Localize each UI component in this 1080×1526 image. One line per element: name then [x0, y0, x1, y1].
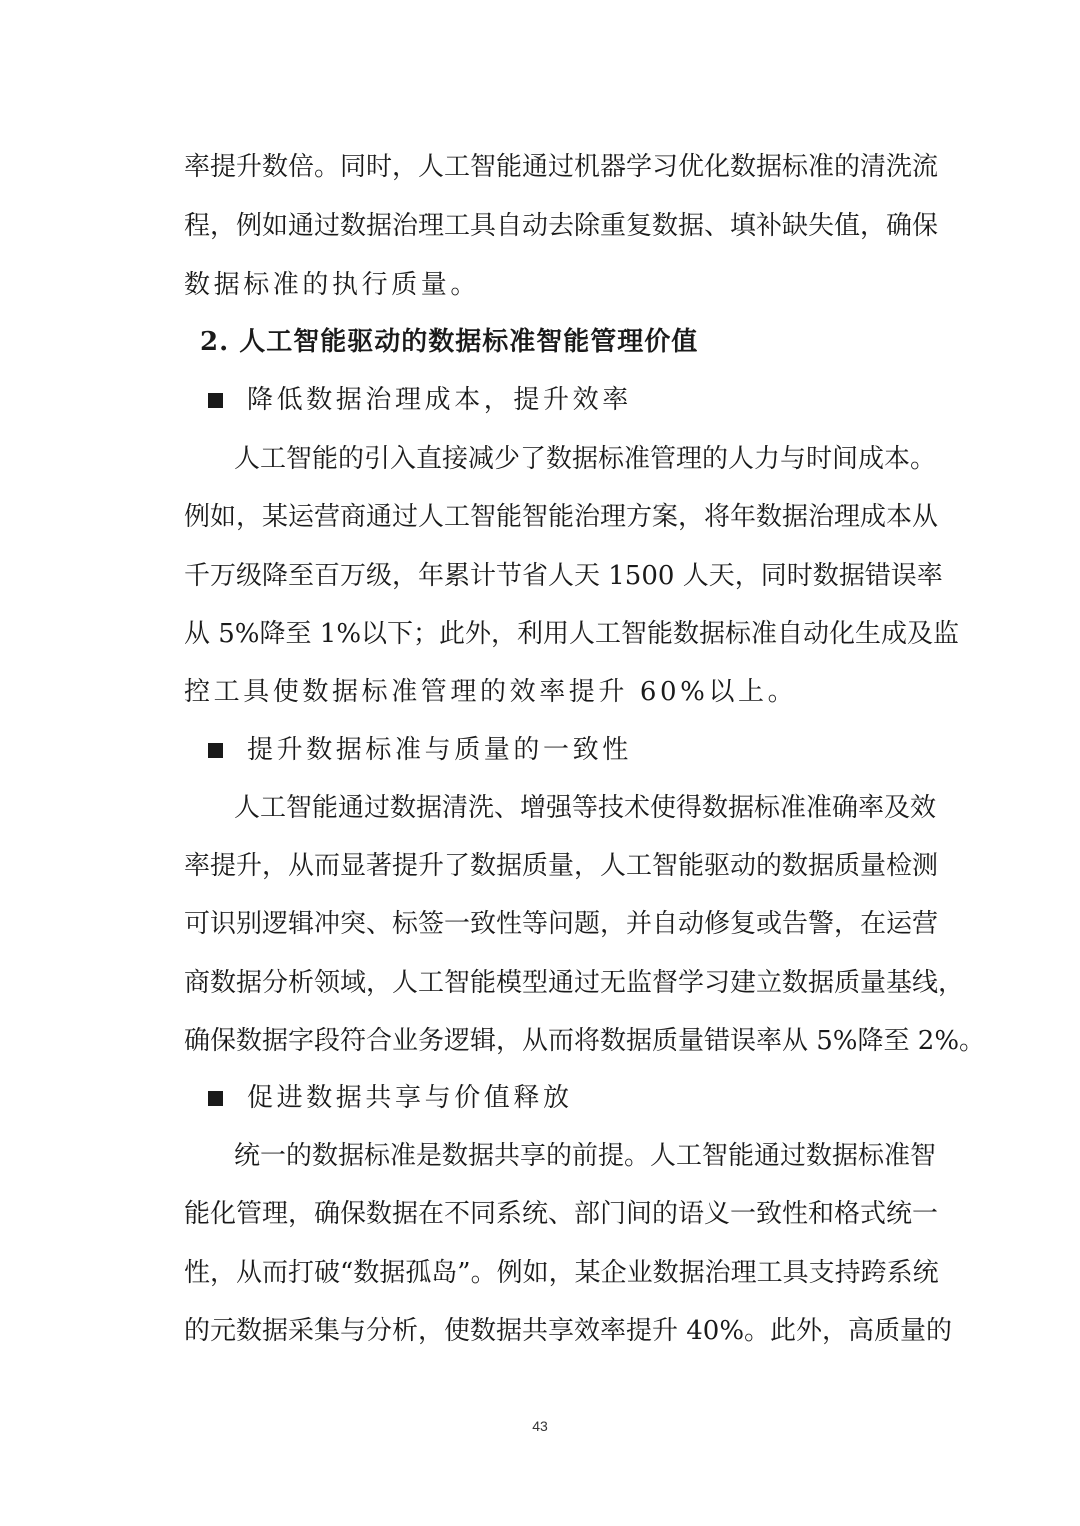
paragraph-line: 控工具使数据标准管理的效率提升 60%以上。 [184, 677, 798, 707]
paragraph-line: 数据标准的执行质量。 [184, 270, 481, 300]
paragraph-line: 商数据分析领域，人工智能模型通过无监督学习建立数据质量基线， [184, 968, 965, 998]
paragraph-line: 人工智能的引入直接减少了数据标准管理的人力与时间成本。 [234, 444, 937, 474]
paragraph-line: 率提升，从而显著提升了数据质量，人工智能驱动的数据质量检测 [184, 851, 939, 881]
paragraph-line: 例如，某运营商通过人工智能智能治理方案，将年数据治理成本从 [184, 502, 939, 532]
bullet-heading [208, 733, 632, 767]
section-heading: 2. 人工智能驱动的数据标准智能管理价值 [200, 327, 699, 357]
paragraph-line: 人工智能通过数据清洗、增强等技术使得数据标准准确率及效 [234, 793, 937, 823]
paragraph-line: 程，例如通过数据治理工具自动去除重复数据、填补缺失值，确保 [184, 211, 939, 241]
page-number: 43 [532, 1418, 548, 1434]
square-bullet-icon [208, 743, 223, 758]
paragraph-line: 从 5%降至 1%以下；此外，利用人工智能数据标准自动化生成及监 [184, 619, 960, 649]
bullet-title: 促进数据共享与价值释放 [247, 1083, 573, 1113]
paragraph-line: 千万级降至百万级，年累计节省人天 1500 人天，同时数据错误率 [184, 561, 943, 591]
paragraph-line: 能化管理，确保数据在不同系统、部门间的语义一致性和格式统一 [184, 1199, 939, 1229]
paragraph-line: 统一的数据标准是数据共享的前提。人工智能通过数据标准智 [234, 1141, 937, 1171]
square-bullet-icon [208, 393, 223, 408]
bullet-title: 降低数据治理成本，提升效率 [247, 385, 632, 415]
paragraph-line: 率提升数倍。同时，人工智能通过机器学习优化数据标准的清洗流 [184, 152, 939, 182]
paragraph-line: 可识别逻辑冲突、标签一致性等问题，并自动修复或告警，在运营 [184, 909, 939, 939]
square-bullet-icon [208, 1091, 223, 1106]
bullet-heading [208, 1081, 573, 1115]
paragraph-line: 的元数据采集与分析，使数据共享效率提升 40%。此外，高质量的 [184, 1316, 953, 1346]
paragraph-line: 性，从而打破“数据孤岛”。例如，某企业数据治理工具支持跨系统 [184, 1258, 939, 1288]
paragraph-line: 确保数据字段符合业务逻辑，从而将数据质量错误率从 5%降至 2%。 [184, 1026, 986, 1056]
bullet-title: 提升数据标准与质量的一致性 [247, 735, 632, 765]
bullet-heading [208, 383, 632, 417]
